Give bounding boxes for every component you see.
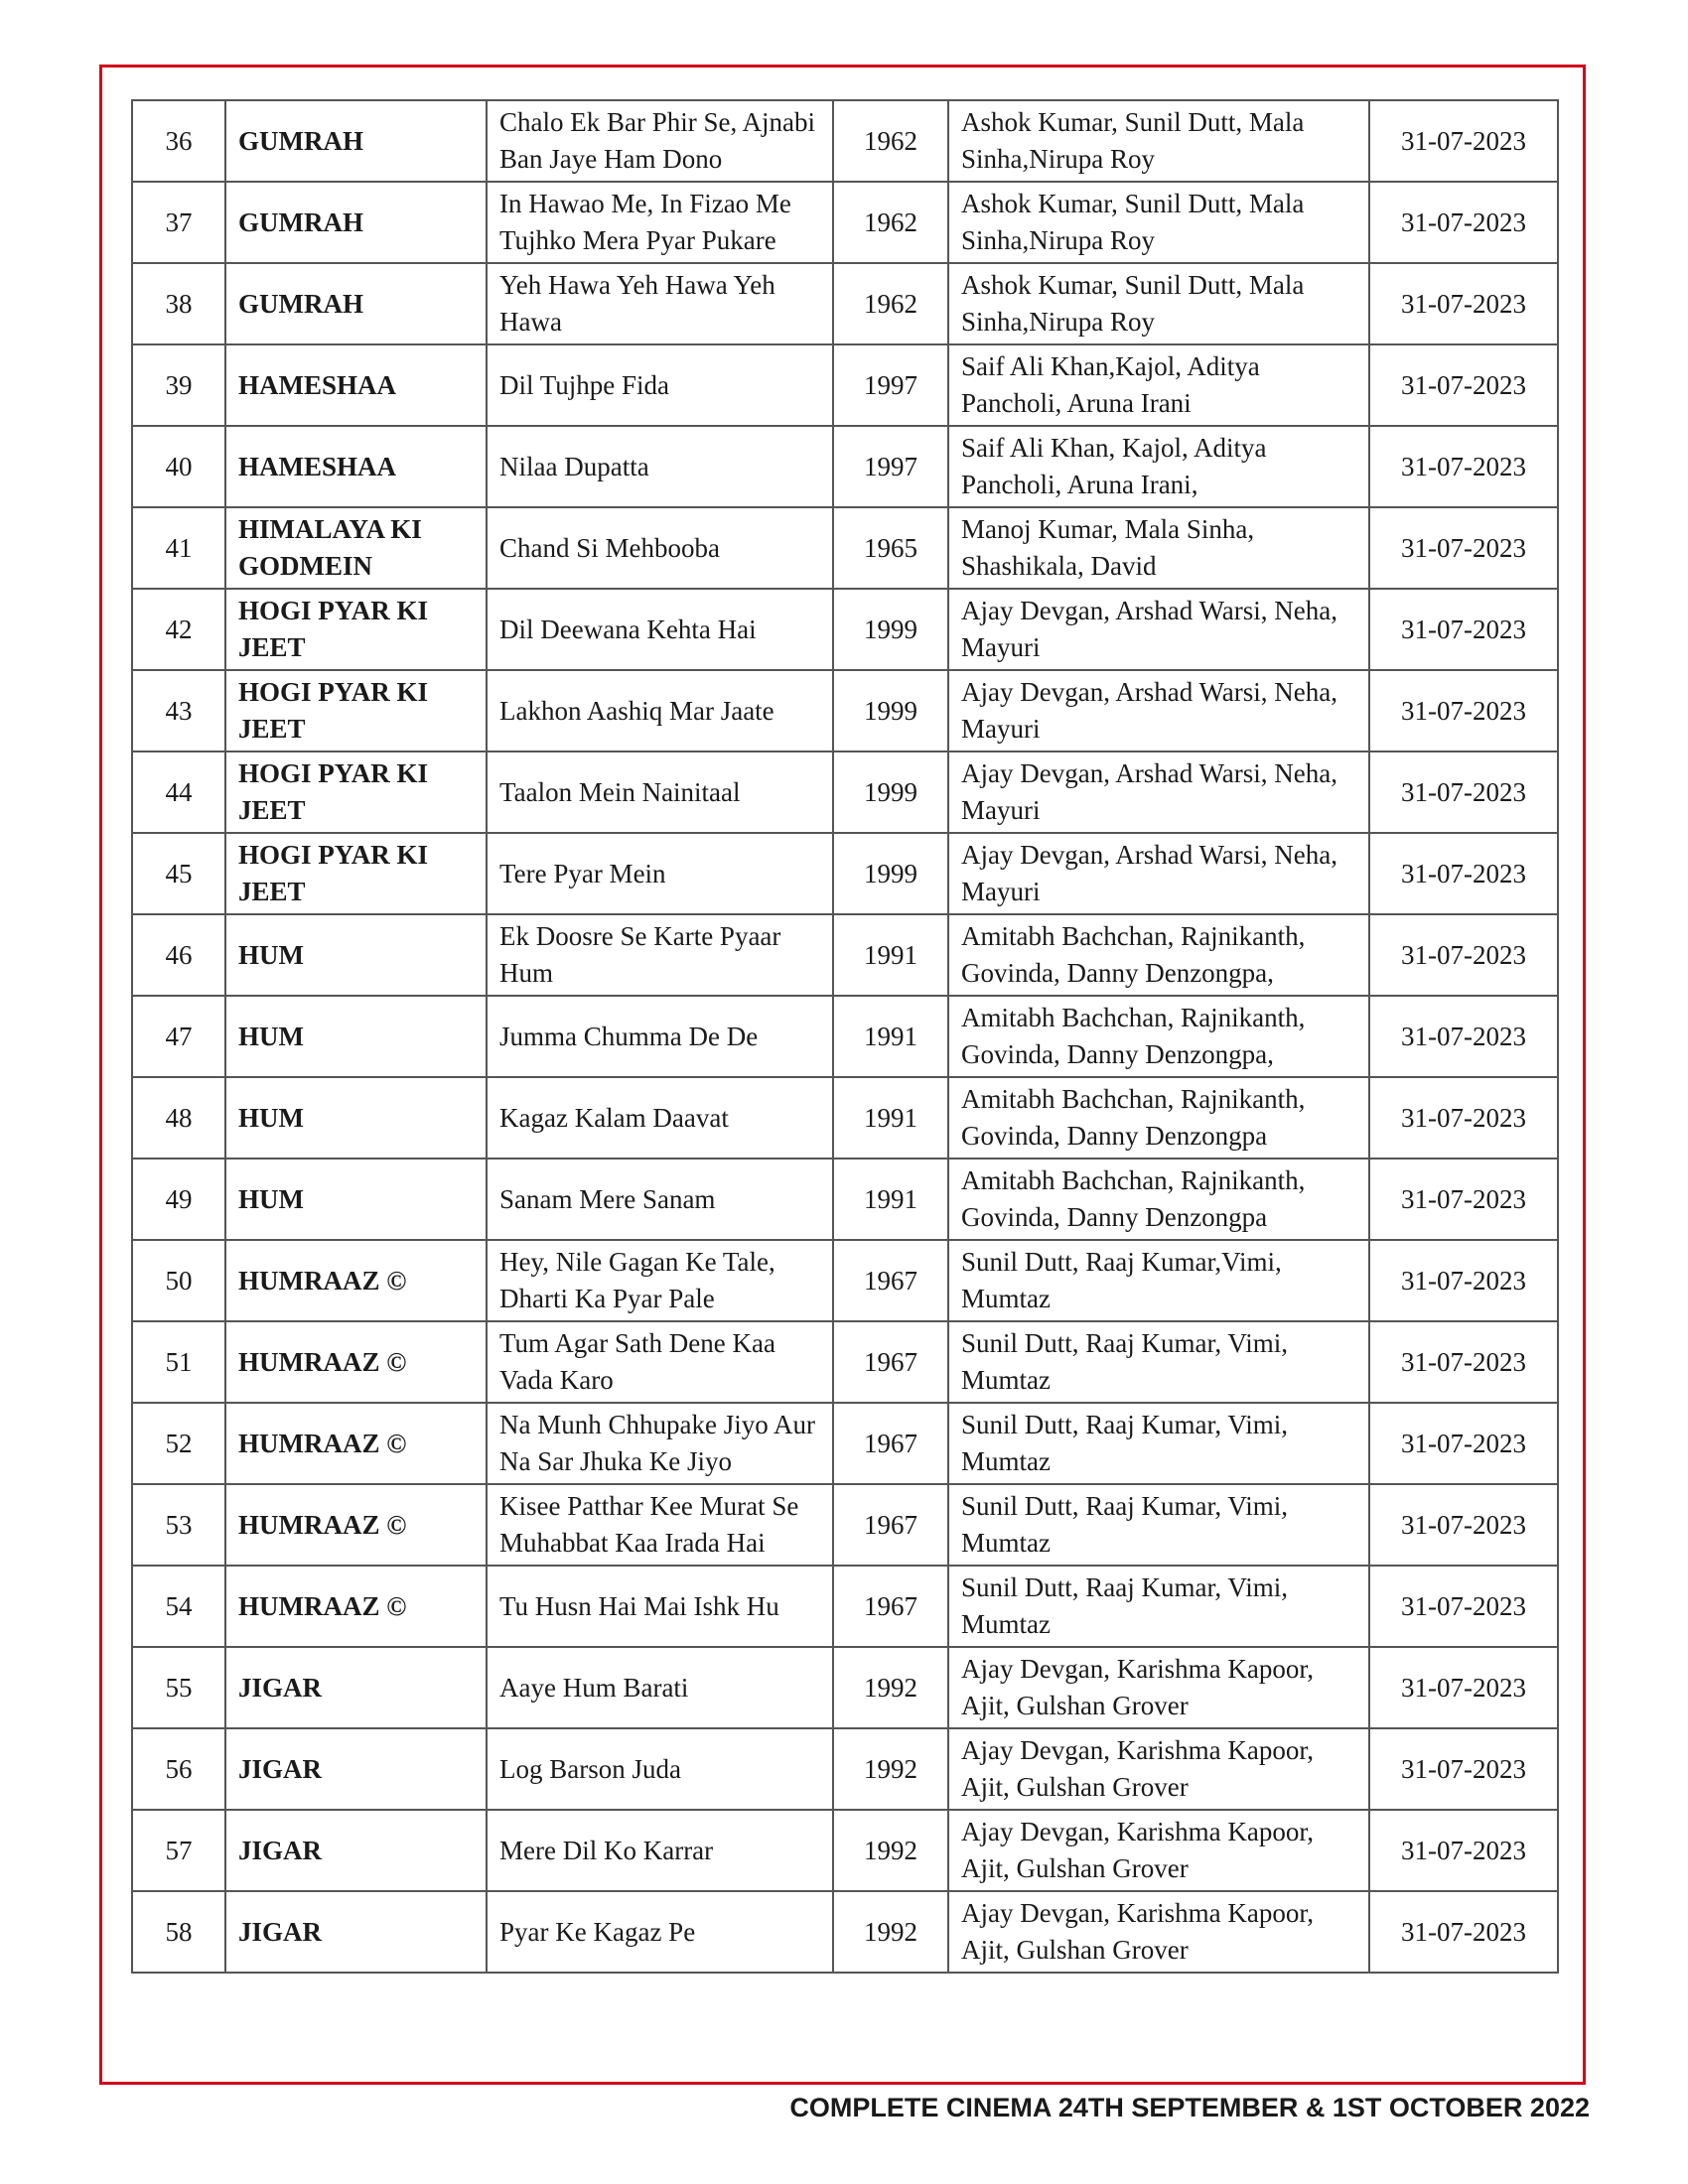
table-row xyxy=(132,1321,1558,1403)
song-title-cell: Aaye Hum Barati xyxy=(487,1647,833,1728)
song-table-body xyxy=(132,100,1558,1973)
year-cell: 1992 xyxy=(833,1728,948,1810)
table-row xyxy=(132,1077,1558,1159)
table-row xyxy=(132,182,1558,263)
cast-cell: Ajay Devgan, Karishma Kapoor, Ajit, Gulshan Grover xyxy=(948,1891,1369,1973)
film-title-cell: HUM xyxy=(225,914,487,996)
film-title-cell: HAMESHAA xyxy=(225,344,487,426)
serial-number-cell: 48 xyxy=(132,1077,225,1159)
table-row xyxy=(132,751,1558,833)
cast-cell: Sunil Dutt, Raaj Kumar,Vimi, Mumtaz xyxy=(948,1240,1369,1321)
serial-number-cell: 46 xyxy=(132,914,225,996)
table-row xyxy=(132,507,1558,589)
film-title-cell: HOGI PYAR KI JEET xyxy=(225,751,487,833)
serial-number-cell: 41 xyxy=(132,507,225,589)
cast-cell: Ajay Devgan, Karishma Kapoor, Ajit, Gulshan Grover xyxy=(948,1647,1369,1728)
film-title-cell: HOGI PYAR KI JEET xyxy=(225,589,487,670)
year-cell: 1999 xyxy=(833,589,948,670)
table-row xyxy=(132,914,1558,996)
cast-cell: Saif Ali Khan, Kajol, Aditya Pancholi, Aruna Irani, xyxy=(948,426,1369,507)
date-cell: 31-07-2023 xyxy=(1369,1810,1558,1891)
song-title-cell: Dil Deewana Kehta Hai xyxy=(487,589,833,670)
song-title-cell: Dil Tujhpe Fida xyxy=(487,344,833,426)
cast-cell: Ajay Devgan, Arshad Warsi, Neha, Mayuri xyxy=(948,589,1369,670)
serial-number-cell: 47 xyxy=(132,996,225,1077)
date-cell: 31-07-2023 xyxy=(1369,1566,1558,1647)
serial-number-cell: 51 xyxy=(132,1321,225,1403)
date-cell: 31-07-2023 xyxy=(1369,751,1558,833)
film-title-cell: HIMALAYA KI GODMEIN xyxy=(225,507,487,589)
song-title-cell: Tere Pyar Mein xyxy=(487,833,833,914)
song-title-cell: Mere Dil Ko Karrar xyxy=(487,1810,833,1891)
table-row xyxy=(132,1484,1558,1566)
serial-number-cell: 45 xyxy=(132,833,225,914)
year-cell: 1997 xyxy=(833,344,948,426)
date-cell: 31-07-2023 xyxy=(1369,1647,1558,1728)
song-title-cell: Hey, Nile Gagan Ke Tale, Dharti Ka Pyar Pale xyxy=(487,1240,833,1321)
song-title-cell: Yeh Hawa Yeh Hawa Yeh Hawa xyxy=(487,263,833,344)
table-row xyxy=(132,426,1558,507)
cast-cell: Sunil Dutt, Raaj Kumar, Vimi, Mumtaz xyxy=(948,1321,1369,1403)
serial-number-cell: 57 xyxy=(132,1810,225,1891)
table-row xyxy=(132,1403,1558,1484)
film-title-cell: GUMRAH xyxy=(225,100,487,182)
table-row xyxy=(132,996,1558,1077)
cast-cell: Sunil Dutt, Raaj Kumar, Vimi, Mumtaz xyxy=(948,1484,1369,1566)
table-row xyxy=(132,1728,1558,1810)
film-title-cell: GUMRAH xyxy=(225,182,487,263)
cast-cell: Ajay Devgan, Arshad Warsi, Neha, Mayuri xyxy=(948,670,1369,751)
date-cell: 31-07-2023 xyxy=(1369,507,1558,589)
cast-cell: Sunil Dutt, Raaj Kumar, Vimi, Mumtaz xyxy=(948,1403,1369,1484)
serial-number-cell: 54 xyxy=(132,1566,225,1647)
table-row xyxy=(132,1891,1558,1973)
cast-cell: Amitabh Bachchan, Rajnikanth, Govinda, Danny Denzongpa, xyxy=(948,996,1369,1077)
serial-number-cell: 40 xyxy=(132,426,225,507)
cast-cell: Ajay Devgan, Arshad Warsi, Neha, Mayuri xyxy=(948,833,1369,914)
serial-number-cell: 58 xyxy=(132,1891,225,1973)
film-title-cell: JIGAR xyxy=(225,1647,487,1728)
cast-cell: Manoj Kumar, Mala Sinha, Shashikala, David xyxy=(948,507,1369,589)
serial-number-cell: 38 xyxy=(132,263,225,344)
film-title-cell: HAMESHAA xyxy=(225,426,487,507)
year-cell: 1999 xyxy=(833,670,948,751)
cast-cell: Ashok Kumar, Sunil Dutt, Mala Sinha,Nirupa Roy xyxy=(948,182,1369,263)
year-cell: 1962 xyxy=(833,100,948,182)
cast-cell: Sunil Dutt, Raaj Kumar, Vimi, Mumtaz xyxy=(948,1566,1369,1647)
serial-number-cell: 37 xyxy=(132,182,225,263)
date-cell: 31-07-2023 xyxy=(1369,1077,1558,1159)
song-title-cell: Taalon Mein Nainitaal xyxy=(487,751,833,833)
year-cell: 1999 xyxy=(833,751,948,833)
film-title-cell: HUMRAAZ © xyxy=(225,1321,487,1403)
date-cell: 31-07-2023 xyxy=(1369,263,1558,344)
serial-number-cell: 56 xyxy=(132,1728,225,1810)
song-title-cell: Tum Agar Sath Dene Kaa Vada Karo xyxy=(487,1321,833,1403)
cast-cell: Amitabh Bachchan, Rajnikanth, Govinda, Danny Denzongpa, xyxy=(948,914,1369,996)
cast-cell: Ashok Kumar, Sunil Dutt, Mala Sinha,Nirupa Roy xyxy=(948,100,1369,182)
date-cell: 31-07-2023 xyxy=(1369,1240,1558,1321)
page-footer: COMPLETE CINEMA 24TH SEPTEMBER & 1ST OCTOBER 2022 xyxy=(789,2093,1590,2122)
date-cell: 31-07-2023 xyxy=(1369,426,1558,507)
song-title-cell: Kisee Patthar Kee Murat Se Muhabbat Kaa Irada Hai xyxy=(487,1484,833,1566)
year-cell: 1991 xyxy=(833,914,948,996)
table-row xyxy=(132,1810,1558,1891)
cast-cell: Ashok Kumar, Sunil Dutt, Mala Sinha,Nirupa Roy xyxy=(948,263,1369,344)
serial-number-cell: 53 xyxy=(132,1484,225,1566)
serial-number-cell: 52 xyxy=(132,1403,225,1484)
song-title-cell: Tu Husn Hai Mai Ishk Hu xyxy=(487,1566,833,1647)
date-cell: 31-07-2023 xyxy=(1369,344,1558,426)
cast-cell: Saif Ali Khan,Kajol, Aditya Pancholi, Aruna Irani xyxy=(948,344,1369,426)
year-cell: 1992 xyxy=(833,1647,948,1728)
song-title-cell: Nilaa Dupatta xyxy=(487,426,833,507)
song-title-cell: Log Barson Juda xyxy=(487,1728,833,1810)
date-cell: 31-07-2023 xyxy=(1369,1403,1558,1484)
date-cell: 31-07-2023 xyxy=(1369,833,1558,914)
film-title-cell: HOGI PYAR KI JEET xyxy=(225,670,487,751)
year-cell: 1962 xyxy=(833,182,948,263)
song-title-cell: Lakhon Aashiq Mar Jaate xyxy=(487,670,833,751)
year-cell: 1991 xyxy=(833,1077,948,1159)
year-cell: 1967 xyxy=(833,1240,948,1321)
date-cell: 31-07-2023 xyxy=(1369,670,1558,751)
year-cell: 1965 xyxy=(833,507,948,589)
table-row xyxy=(132,100,1558,182)
film-title-cell: JIGAR xyxy=(225,1728,487,1810)
serial-number-cell: 43 xyxy=(132,670,225,751)
song-title-cell: Ek Doosre Se Karte Pyaar Hum xyxy=(487,914,833,996)
song-table xyxy=(131,99,1559,1974)
date-cell: 31-07-2023 xyxy=(1369,996,1558,1077)
year-cell: 1967 xyxy=(833,1484,948,1566)
song-title-cell: Pyar Ke Kagaz Pe xyxy=(487,1891,833,1973)
film-title-cell: HUMRAAZ © xyxy=(225,1240,487,1321)
table-row xyxy=(132,589,1558,670)
song-title-cell: Jumma Chumma De De xyxy=(487,996,833,1077)
film-title-cell: HUM xyxy=(225,1159,487,1240)
song-title-cell: Sanam Mere Sanam xyxy=(487,1159,833,1240)
table-row xyxy=(132,1240,1558,1321)
cast-cell: Ajay Devgan, Karishma Kapoor, Ajit, Gulshan Grover xyxy=(948,1810,1369,1891)
serial-number-cell: 49 xyxy=(132,1159,225,1240)
film-title-cell: HUMRAAZ © xyxy=(225,1566,487,1647)
year-cell: 1967 xyxy=(833,1566,948,1647)
year-cell: 1991 xyxy=(833,1159,948,1240)
table-row xyxy=(132,833,1558,914)
table-row xyxy=(132,1566,1558,1647)
film-title-cell: GUMRAH xyxy=(225,263,487,344)
cast-cell: Amitabh Bachchan, Rajnikanth, Govinda, Danny Denzongpa xyxy=(948,1159,1369,1240)
year-cell: 1999 xyxy=(833,833,948,914)
song-title-cell: Chand Si Mehbooba xyxy=(487,507,833,589)
song-title-cell: Kagaz Kalam Daavat xyxy=(487,1077,833,1159)
date-cell: 31-07-2023 xyxy=(1369,914,1558,996)
year-cell: 1967 xyxy=(833,1321,948,1403)
cast-cell: Ajay Devgan, Arshad Warsi, Neha, Mayuri xyxy=(948,751,1369,833)
film-title-cell: HUM xyxy=(225,996,487,1077)
serial-number-cell: 36 xyxy=(132,100,225,182)
year-cell: 1962 xyxy=(833,263,948,344)
serial-number-cell: 44 xyxy=(132,751,225,833)
table-row xyxy=(132,1159,1558,1240)
film-title-cell: JIGAR xyxy=(225,1810,487,1891)
date-cell: 31-07-2023 xyxy=(1369,1891,1558,1973)
film-title-cell: HOGI PYAR KI JEET xyxy=(225,833,487,914)
date-cell: 31-07-2023 xyxy=(1369,1484,1558,1566)
song-title-cell: Chalo Ek Bar Phir Se, Ajnabi Ban Jaye Ham Dono xyxy=(487,100,833,182)
date-cell: 31-07-2023 xyxy=(1369,1728,1558,1810)
table-row xyxy=(132,670,1558,751)
date-cell: 31-07-2023 xyxy=(1369,1159,1558,1240)
serial-number-cell: 42 xyxy=(132,589,225,670)
year-cell: 1967 xyxy=(833,1403,948,1484)
cast-cell: Amitabh Bachchan, Rajnikanth, Govinda, Danny Denzongpa xyxy=(948,1077,1369,1159)
year-cell: 1997 xyxy=(833,426,948,507)
serial-number-cell: 55 xyxy=(132,1647,225,1728)
table-row xyxy=(132,263,1558,344)
date-cell: 31-07-2023 xyxy=(1369,182,1558,263)
table-row xyxy=(132,1647,1558,1728)
year-cell: 1992 xyxy=(833,1891,948,1973)
table-row xyxy=(132,344,1558,426)
song-title-cell: Na Munh Chhupake Jiyo Aur Na Sar Jhuka Ke Jiyo xyxy=(487,1403,833,1484)
date-cell: 31-07-2023 xyxy=(1369,100,1558,182)
year-cell: 1991 xyxy=(833,996,948,1077)
serial-number-cell: 50 xyxy=(132,1240,225,1321)
film-title-cell: HUMRAAZ © xyxy=(225,1403,487,1484)
date-cell: 31-07-2023 xyxy=(1369,589,1558,670)
date-cell: 31-07-2023 xyxy=(1369,1321,1558,1403)
song-title-cell: In Hawao Me, In Fizao Me Tujhko Mera Pyar Pukare xyxy=(487,182,833,263)
serial-number-cell: 39 xyxy=(132,344,225,426)
cast-cell: Ajay Devgan, Karishma Kapoor, Ajit, Gulshan Grover xyxy=(948,1728,1369,1810)
film-title-cell: HUMRAAZ © xyxy=(225,1484,487,1566)
film-title-cell: JIGAR xyxy=(225,1891,487,1973)
film-title-cell: HUM xyxy=(225,1077,487,1159)
year-cell: 1992 xyxy=(833,1810,948,1891)
